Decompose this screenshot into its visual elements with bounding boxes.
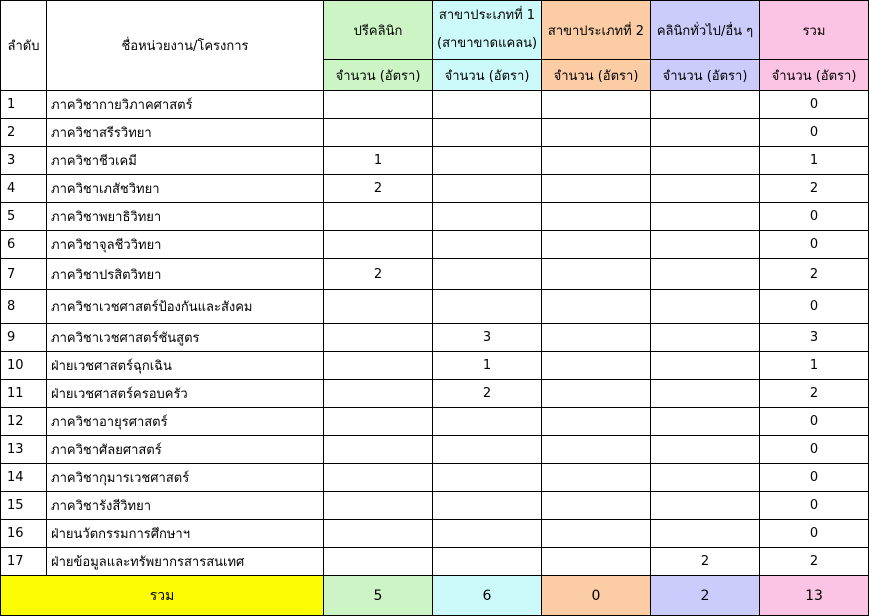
row-preclinic: [324, 91, 433, 119]
table-row: [1, 548, 869, 576]
header-type1-line2: (สาขาขาดแคลน): [437, 36, 538, 51]
row-total: 2: [760, 548, 869, 576]
table-row: [1, 259, 869, 290]
row-preclinic: [324, 203, 433, 231]
row-unit-name: ภาควิชาชีวเคมี: [47, 147, 324, 175]
row-preclinic: 2: [324, 259, 433, 290]
row-type1: [433, 408, 542, 436]
row-unit-name: ภาควิชากายวิภาคศาสตร์: [47, 91, 324, 119]
table-body: [1, 91, 869, 576]
subheader-count: จำนวน (อัตรา): [324, 60, 433, 91]
row-number: 9: [1, 324, 47, 352]
row-type1: 2: [433, 380, 542, 408]
row-type2: [542, 147, 651, 175]
row-unit-name: ภาควิชาปรสิตวิทยา: [47, 259, 324, 290]
row-type1: [433, 548, 542, 576]
row-total: 2: [760, 175, 869, 203]
row-total: 0: [760, 520, 869, 548]
row-preclinic: [324, 520, 433, 548]
row-preclinic: 1: [324, 147, 433, 175]
row-unit-name: ภาควิชากุมารเวชศาสตร์: [47, 464, 324, 492]
row-type1: 1: [433, 352, 542, 380]
row-number: 8: [1, 290, 47, 324]
table-row: [1, 203, 869, 231]
row-type2: [542, 408, 651, 436]
row-number: 13: [1, 436, 47, 464]
row-general-clinic: [651, 175, 760, 203]
row-unit-name: ภาควิชาอายุรศาสตร์: [47, 408, 324, 436]
total-type1: 6: [433, 576, 542, 616]
row-total: 0: [760, 408, 869, 436]
row-number: 7: [1, 259, 47, 290]
row-type1: [433, 464, 542, 492]
row-number: 17: [1, 548, 47, 576]
table-row: [1, 147, 869, 175]
table-row: [1, 492, 869, 520]
row-type2: [542, 259, 651, 290]
row-preclinic: [324, 324, 433, 352]
row-type1: [433, 175, 542, 203]
row-unit-name: ภาควิชาศัลยศาสตร์: [47, 436, 324, 464]
row-unit-name: ภาควิชาเวชศาสตร์ป้องกันและสังคม: [47, 290, 324, 324]
row-unit-name: ฝ่ายเวชศาสตร์ฉุกเฉิน: [47, 352, 324, 380]
row-unit-name: ฝ่ายนวัตกรรมการศึกษาฯ: [47, 520, 324, 548]
row-general-clinic: [651, 380, 760, 408]
row-preclinic: [324, 548, 433, 576]
row-preclinic: [324, 492, 433, 520]
row-unit-name: ภาควิชาจุลชีววิทยา: [47, 231, 324, 259]
row-type1: 3: [433, 324, 542, 352]
row-number: 14: [1, 464, 47, 492]
header-general-clinic: คลินิกทั่วไป/อื่น ๆ: [651, 1, 760, 60]
table-row: [1, 91, 869, 119]
row-number: 2: [1, 119, 47, 147]
row-number: 11: [1, 380, 47, 408]
row-general-clinic: [651, 290, 760, 324]
row-unit-name: ภาควิชาเภสัชวิทยา: [47, 175, 324, 203]
row-preclinic: [324, 408, 433, 436]
total-general-clinic: 2: [651, 576, 760, 616]
row-total: 3: [760, 324, 869, 352]
row-total: 2: [760, 380, 869, 408]
total-label: รวม: [1, 576, 324, 616]
total-type2: 0: [542, 576, 651, 616]
row-total: 0: [760, 91, 869, 119]
row-type2: [542, 119, 651, 147]
row-total: 1: [760, 352, 869, 380]
subheader-count: จำนวน (อัตรา): [433, 60, 542, 91]
table-row: [1, 436, 869, 464]
row-number: 1: [1, 91, 47, 119]
row-preclinic: [324, 380, 433, 408]
row-type1: [433, 290, 542, 324]
subheader-count: จำนวน (อัตรา): [542, 60, 651, 91]
row-general-clinic: [651, 520, 760, 548]
row-type1: [433, 91, 542, 119]
table-row: [1, 408, 869, 436]
subheader-count: จำนวน (อัตรา): [760, 60, 869, 91]
header-type1: [433, 1, 542, 60]
row-general-clinic: [651, 436, 760, 464]
table-row: [1, 290, 869, 324]
header-preclinic: ปรีคลินิก: [324, 1, 433, 60]
row-number: 4: [1, 175, 47, 203]
row-total: 0: [760, 290, 869, 324]
row-number: 3: [1, 147, 47, 175]
row-type2: [542, 231, 651, 259]
row-unit-name: ฝ่ายข้อมูลและทรัพยากรสารสนเทศ: [47, 548, 324, 576]
table-row: [1, 352, 869, 380]
table-row: [1, 520, 869, 548]
table-row: [1, 175, 869, 203]
row-number: 10: [1, 352, 47, 380]
row-total: 0: [760, 203, 869, 231]
total-sum: 13: [760, 576, 869, 616]
table-row: [1, 324, 869, 352]
table-row: [1, 231, 869, 259]
row-type1: [433, 119, 542, 147]
row-general-clinic: [651, 231, 760, 259]
row-type2: [542, 492, 651, 520]
row-type2: [542, 352, 651, 380]
total-preclinic: 5: [324, 576, 433, 616]
table-row: [1, 119, 869, 147]
row-general-clinic: [651, 352, 760, 380]
row-general-clinic: 2: [651, 548, 760, 576]
row-general-clinic: [651, 464, 760, 492]
row-preclinic: [324, 231, 433, 259]
row-number: 6: [1, 231, 47, 259]
table-row: [1, 464, 869, 492]
row-general-clinic: [651, 324, 760, 352]
row-type2: [542, 175, 651, 203]
row-preclinic: [324, 436, 433, 464]
row-general-clinic: [651, 203, 760, 231]
row-type1: [433, 259, 542, 290]
row-number: 16: [1, 520, 47, 548]
row-unit-name: ภาควิชารังสีวิทยา: [47, 492, 324, 520]
row-type2: [542, 91, 651, 119]
row-preclinic: [324, 290, 433, 324]
row-general-clinic: [651, 147, 760, 175]
row-type2: [542, 464, 651, 492]
row-type1: [433, 231, 542, 259]
row-type2: [542, 324, 651, 352]
row-type2: [542, 520, 651, 548]
header-type2: สาขาประเภทที่ 2: [542, 1, 651, 60]
row-total: 0: [760, 492, 869, 520]
row-general-clinic: [651, 119, 760, 147]
row-preclinic: [324, 119, 433, 147]
row-type2: [542, 290, 651, 324]
row-type1: [433, 203, 542, 231]
row-preclinic: 2: [324, 175, 433, 203]
row-general-clinic: [651, 408, 760, 436]
row-type1: [433, 492, 542, 520]
row-number: 5: [1, 203, 47, 231]
row-type2: [542, 436, 651, 464]
row-type1: [433, 520, 542, 548]
table-row: [1, 380, 869, 408]
row-number: 12: [1, 408, 47, 436]
row-total: 0: [760, 436, 869, 464]
row-unit-name: ฝ่ายเวชศาสตร์ครอบครัว: [47, 380, 324, 408]
row-general-clinic: [651, 492, 760, 520]
subheader-count: จำนวน (อัตรา): [651, 60, 760, 91]
row-type1: [433, 436, 542, 464]
row-type1: [433, 147, 542, 175]
row-total: 0: [760, 119, 869, 147]
header-unit: ชื่อหน่วยงาน/โครงการ: [47, 1, 324, 91]
row-general-clinic: [651, 259, 760, 290]
row-unit-name: ภาควิชาพยาธิวิทยา: [47, 203, 324, 231]
header-total: รวม: [760, 1, 869, 60]
row-preclinic: [324, 352, 433, 380]
row-type2: [542, 203, 651, 231]
row-total: 2: [760, 259, 869, 290]
row-total: 1: [760, 147, 869, 175]
row-unit-name: ภาควิชาสรีรวิทยา: [47, 119, 324, 147]
row-type2: [542, 380, 651, 408]
row-general-clinic: [651, 91, 760, 119]
row-unit-name: ภาควิชาเวชศาสตร์ชันสูตร: [47, 324, 324, 352]
row-preclinic: [324, 464, 433, 492]
row-number: 15: [1, 492, 47, 520]
header-order: ลำดับ: [1, 1, 47, 91]
row-total: 0: [760, 464, 869, 492]
header-type1-line1: สาขาประเภทที่ 1: [438, 8, 536, 23]
row-type2: [542, 548, 651, 576]
row-total: 0: [760, 231, 869, 259]
